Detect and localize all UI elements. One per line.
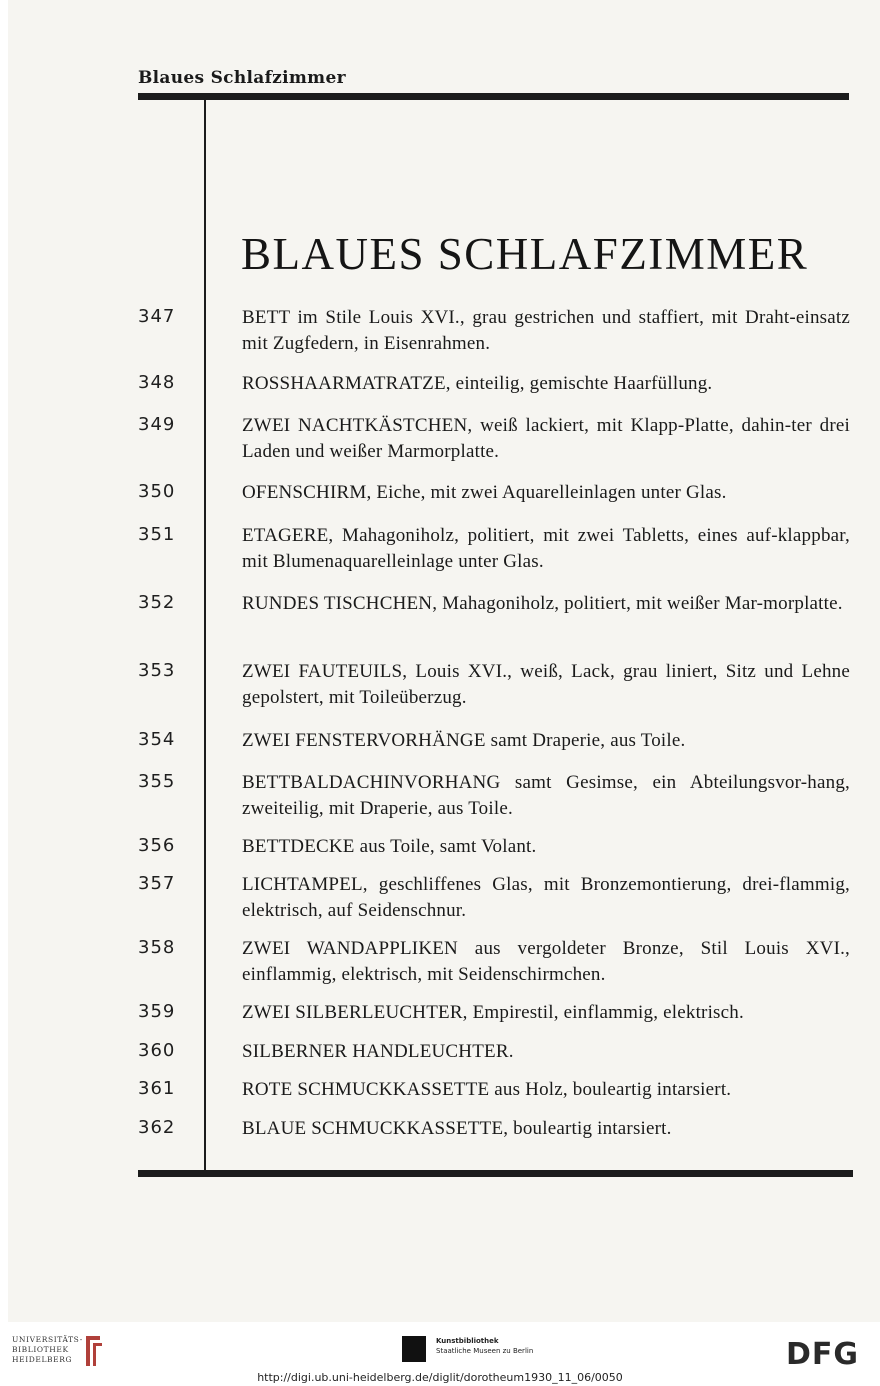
dfg-logo: DFG bbox=[786, 1337, 860, 1372]
university-library-label: UNIVERSITÄTS- BIBLIOTHEK HEIDELBERG bbox=[12, 1335, 83, 1364]
kunstbibliothek-logo-icon bbox=[402, 1336, 426, 1362]
kunstbibliothek-name: Kunstbibliothek bbox=[436, 1337, 499, 1345]
lot-number: 361 bbox=[138, 1078, 176, 1099]
lot-number: 348 bbox=[138, 372, 176, 393]
lot-description: ETAGERE, Mahagoniholz, politiert, mit zwei Tabletts, eines auf-klappbar, mit Blumenaquarelleinlage unter Glas. bbox=[242, 525, 850, 572]
lot-description: BETT im Stile Louis XVI., grau gestrichen und staffiert, mit Draht-einsatz mit Zugfedern, in Eisenrahmen. bbox=[242, 307, 850, 354]
lot-description: ROSSHAARMATRATZE, einteilig, gemischte Haarfüllung. bbox=[242, 373, 713, 394]
lot-number: 359 bbox=[138, 1001, 176, 1022]
lot-description: BETTBALDACHINVORHANG samt Gesimse, ein Abteilungsvor-hang, zweiteilig, mit Draperie, aus Toile. bbox=[242, 772, 850, 819]
lot-number: 353 bbox=[138, 660, 176, 681]
lot-description: OFENSCHIRM, Eiche, mit zwei Aquarelleinlagen unter Glas. bbox=[242, 482, 727, 503]
lot-number: 354 bbox=[138, 729, 176, 750]
lot-description: ZWEI FENSTERVORHÄNGE samt Draperie, aus Toile. bbox=[242, 730, 686, 751]
lot-description: ZWEI NACHTKÄSTCHEN, weiß lackiert, mit Klapp-Platte, dahin-ter drei Laden und weißer Marmorplatte. bbox=[242, 415, 850, 462]
bottom-rule bbox=[138, 1170, 853, 1177]
lot-number: 349 bbox=[138, 414, 176, 435]
lot-description: BLAUE SCHMUCKKASSETTE, bouleartig intarsiert. bbox=[242, 1118, 672, 1139]
lot-number: 358 bbox=[138, 937, 176, 958]
lot-number: 350 bbox=[138, 481, 176, 502]
lot-description: ZWEI WANDAPPLIKEN aus vergoldeter Bronze, Stil Louis XVI., einflammig, elektrisch, mit Seidenschirmchen. bbox=[242, 938, 850, 985]
lot-number: 352 bbox=[138, 592, 176, 613]
lot-description: RUNDES TISCHCHEN, Mahagoniholz, politiert, mit weißer Mar-morplatte. bbox=[242, 593, 843, 614]
source-url[interactable]: http://digi.ub.uni-heidelberg.de/diglit/dorotheum1930_11_06/0050 bbox=[257, 1371, 623, 1384]
lot-number: 357 bbox=[138, 873, 176, 894]
column-divider bbox=[204, 100, 206, 1170]
lot-description: ROTE SCHMUCKKASSETTE aus Holz, bouleartig intarsiert. bbox=[242, 1079, 732, 1100]
kunstbibliothek-subtitle: Staatliche Museen zu Berlin bbox=[436, 1347, 534, 1355]
lot-number: 356 bbox=[138, 835, 176, 856]
lot-description: ZWEI FAUTEUILS, Louis XVI., weiß, Lack, grau liniert, Sitz und Lehne gepolstert, mit Toileüberzug. bbox=[242, 661, 850, 708]
lot-description: LICHTAMPEL, geschliffenes Glas, mit Bronzemontierung, drei-flammig, elektrisch, auf Seidenschnur. bbox=[242, 874, 850, 921]
section-title: BLAUES SCHLAFZIMMER bbox=[241, 229, 809, 279]
running-head: Blaues Schlafzimmer bbox=[138, 68, 346, 88]
lot-number: 362 bbox=[138, 1117, 176, 1138]
kunstbibliothek-label bbox=[436, 1336, 533, 1356]
university-logo-icon bbox=[82, 1334, 104, 1368]
lot-number: 351 bbox=[138, 524, 176, 545]
lot-description: ZWEI SILBERLEUCHTER, Empirestil, einflammig, elektrisch. bbox=[242, 1002, 744, 1023]
lot-number: 347 bbox=[138, 306, 176, 327]
lot-number: 355 bbox=[138, 771, 176, 792]
lot-description: SILBERNER HANDLEUCHTER. bbox=[242, 1041, 514, 1062]
lot-description: BETTDECKE aus Toile, samt Volant. bbox=[242, 836, 537, 857]
lot-number: 360 bbox=[138, 1040, 176, 1061]
top-rule bbox=[138, 93, 849, 100]
